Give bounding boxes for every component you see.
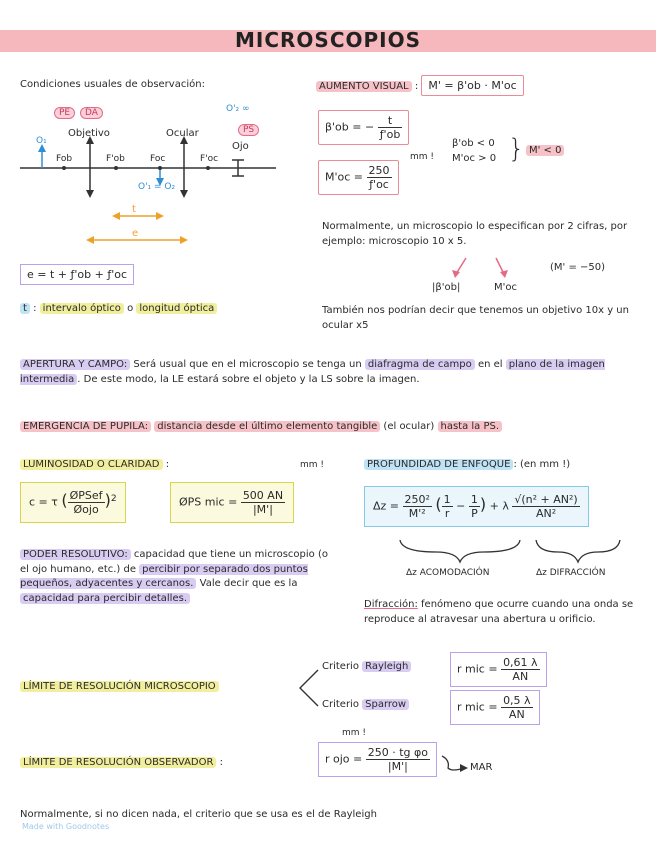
- c-num: ØPSef: [69, 489, 103, 502]
- luminosidad-row: [20, 458, 169, 473]
- dz-frac-4: [512, 493, 579, 520]
- ps-formula-box: [170, 482, 294, 523]
- apertura-text-3: . De este modo, la LE estará sobre el objeto y la LS sobre la imagen.: [77, 373, 420, 385]
- tambien-text: También nos podrían decir que tenemos un objetivo 10x y un ocular x5: [322, 305, 629, 331]
- foc-label: Foc: [150, 154, 166, 164]
- sparrow-label: Sparrow: [362, 699, 409, 710]
- luminosidad-colon: :: [165, 459, 170, 470]
- t-label: t: [132, 204, 136, 215]
- limite-obs-mm-note: mm !: [342, 728, 367, 738]
- aumento-row: [316, 78, 524, 95]
- o1-label: O₁: [36, 136, 47, 146]
- dz-frac-2: [442, 493, 453, 520]
- r1-frac: [501, 656, 540, 683]
- footer-note: Normalmente, si no dicen nada, el criterio que se usa es el de Rayleigh: [20, 809, 377, 820]
- brace-right: }: [508, 134, 525, 164]
- cond-result: M' < 0: [526, 145, 564, 156]
- moc-short-label: M'oc: [494, 282, 517, 293]
- beta-den: ƒ'ob: [379, 128, 401, 141]
- page-title: MICROSCOPIOS: [234, 28, 421, 52]
- aumento-label: AUMENTO VISUAL: [316, 81, 412, 92]
- limite-mic-bracket: [296, 666, 322, 710]
- difraccion-section: [364, 598, 644, 627]
- poder-h1: percibir por separado dos puntos pequeños, adyacentes y cercanos.: [20, 563, 308, 589]
- aumento-formula: M' = β'ob · M'oc: [421, 75, 523, 96]
- o1-eq-o2-label: O'₁ = O₂: [138, 182, 176, 192]
- r2-num: 0,5 λ: [503, 694, 531, 707]
- dz-lhs: Δz =: [373, 499, 400, 513]
- profundidad-label: PROFUNDIDAD DE ENFOQUE: [364, 459, 513, 470]
- dz-formula-box: Δz = $\frac{\text{250²}}{\text{M'²}}$ ( $\frac{1}{r}$ − $\frac{1}{P}$ ) + λ $\frac{\text{√(n² + AN²)}}{\text{AN²}}$: [364, 486, 589, 527]
- limite-obs-row: [20, 756, 223, 771]
- poder-section: [20, 548, 340, 606]
- ocular-label: Ocular: [166, 128, 199, 139]
- goodnotes-watermark: Made with Goodnotes: [22, 822, 110, 831]
- pe-badge: PE: [54, 107, 75, 119]
- dz-minus: −: [456, 499, 466, 513]
- emergencia-h2: hasta la PS.: [438, 421, 503, 432]
- t-definition: [20, 302, 217, 317]
- sparrow-formula-box: [450, 690, 540, 725]
- poder-label: PODER RESOLUTIVO:: [20, 549, 131, 560]
- c-frac: [68, 489, 105, 516]
- diafragma-campo: diafragma de campo: [365, 359, 475, 370]
- c-exp: 2: [110, 492, 117, 504]
- apertura-section: [20, 358, 636, 387]
- fob-label: Fob: [56, 154, 73, 164]
- rayleigh-label: Rayleigh: [362, 661, 411, 672]
- mar-label: MAR: [470, 762, 493, 773]
- criterio-2: Criterio: [322, 699, 359, 710]
- beta-lhs: β'ob = −: [325, 120, 375, 134]
- conditions-text: Condiciones usuales de observación:: [20, 79, 205, 90]
- example-arrows: [446, 256, 526, 280]
- ps-frac: [241, 489, 285, 516]
- moc-formula-box: [318, 160, 399, 195]
- beta-formula-box: [318, 110, 409, 145]
- cond-moc: M'oc > 0: [452, 153, 497, 164]
- cond-beta: β'ob < 0: [452, 138, 495, 149]
- rojo-den: |M'|: [387, 760, 408, 773]
- c-den: Øojo: [73, 503, 99, 516]
- moc-lhs: M'oc =: [325, 170, 364, 184]
- luminosidad-mm-note: mm !: [300, 460, 325, 470]
- c-formula-box: c = τ ( $\frac{\text{ØPSef}}{\text{Øojo}}$ )$^2$: [20, 482, 126, 523]
- e-formula-box: e = t + ƒ'ob + ƒ'oc: [20, 264, 134, 285]
- apertura-text-1: Será usual que en el microscopio se tenga un: [130, 359, 365, 370]
- r2-lhs: r mic =: [457, 700, 498, 714]
- conditions-list: [452, 136, 496, 166]
- t-o: o: [127, 303, 134, 314]
- ps-lhs: ØPS mic =: [179, 495, 238, 509]
- criterio-sparrow-row: [322, 698, 409, 713]
- objetivo-label: Objetivo: [68, 128, 110, 139]
- dz-frac-3: [469, 493, 480, 520]
- dz-f4-den: AN²: [535, 507, 557, 520]
- apertura-text-2: en el: [474, 359, 506, 370]
- poder-text-2: Vale decir que es la: [196, 578, 298, 589]
- limite-mic-label: LÍMITE DE RESOLUCIÓN MICROSCOPIO: [20, 681, 219, 692]
- beta-num: t: [378, 114, 403, 128]
- longitud-optica: longitud óptica: [136, 303, 217, 314]
- rojo-lhs: r ojo =: [325, 752, 363, 766]
- moc-mm-note: mm !: [410, 152, 435, 162]
- limite-obs-colon: :: [219, 757, 223, 768]
- dz-plus-lambda: + λ: [489, 499, 509, 513]
- emergencia-section: [20, 420, 636, 435]
- poder-h2: capacidad para percibir detalles.: [20, 593, 190, 604]
- ps-den: |M'|: [252, 503, 273, 516]
- dz-f3-num: 1: [470, 493, 478, 506]
- emergencia-h1: distancia desde el último elemento tangible: [154, 421, 380, 432]
- moc-den: ƒ'oc: [369, 178, 389, 191]
- plano-imagen: plano de la imagen intermedia: [20, 359, 605, 385]
- o2-infinity-label: O'₂ ∞: [226, 104, 250, 114]
- t-colon: :: [33, 303, 37, 314]
- dz-f1-den: M'²: [408, 507, 426, 520]
- dz-f2-den: r: [444, 507, 450, 520]
- t-symbol: t: [20, 303, 30, 314]
- aumento-colon: :: [414, 81, 419, 92]
- luminosidad-label: LUMINOSIDAD O CLARIDAD: [20, 459, 163, 470]
- r1-den: AN: [512, 670, 529, 683]
- rojo-num: 250 · tg φo: [367, 746, 429, 759]
- rojo-frac: [366, 746, 430, 773]
- limite-obs-label: LÍMITE DE RESOLUCIÓN OBSERVADOR: [20, 757, 216, 768]
- rojo-formula-box: [318, 742, 437, 777]
- apertura-label: APERTURA Y CAMPO:: [20, 359, 130, 370]
- c-lhs: c = τ: [29, 495, 58, 509]
- dz-frac-1: [403, 493, 432, 520]
- dz-f1-num: 250²: [404, 493, 430, 506]
- profundidad-row: [364, 458, 570, 473]
- normal-text: Normalmente, un microscopio lo especifican por 2 cifras, por ejemplo: microscopio 10 x 5.: [322, 221, 628, 247]
- beta-abs-label: |β'ob|: [432, 282, 461, 293]
- rayleigh-formula-box: [450, 652, 547, 687]
- dz-braces: [396, 536, 626, 566]
- dz-f3-den: P: [471, 507, 478, 520]
- moc-num: 250: [368, 164, 390, 177]
- poder-text-1: capacidad que tiene un microscopio (o el ojo humano, etc.) de: [20, 549, 328, 575]
- r2-frac: [501, 694, 533, 721]
- criterio-rayleigh-row: [322, 660, 411, 675]
- da-badge: DA: [80, 107, 103, 119]
- limite-mic-row: [20, 680, 219, 695]
- dz-f4-num: √(n² + AN²): [514, 493, 578, 506]
- profundidad-unit: : (en mm !): [513, 459, 571, 470]
- dz-f2-num: 1: [443, 493, 451, 506]
- acomodacion-label: Δz ACOMODACIÓN: [406, 568, 490, 578]
- emergencia-label: EMERGENCIA DE PUPILA:: [20, 421, 151, 432]
- moc-frac: [367, 164, 392, 191]
- ojo-label: Ojo: [232, 141, 249, 152]
- f1oc-label: F'oc: [200, 154, 219, 164]
- ps-num: 500 AN: [242, 489, 284, 502]
- difraccion-def-text: fenómeno que ocurre cuando una onda se reproduce al atravesar una abertura u orificio.: [364, 599, 634, 625]
- mar-arrow: [440, 752, 470, 776]
- m-example: (M' = −50): [550, 262, 606, 273]
- r1-num: 0,61 λ: [503, 656, 538, 669]
- difraccion-def-label: Difracción:: [364, 599, 418, 610]
- e-label: e: [132, 228, 139, 239]
- difraccion-label: Δz DIFRACCIÓN: [536, 568, 606, 578]
- f1ob-label: F'ob: [106, 154, 125, 164]
- emergencia-text: (el ocular): [380, 421, 438, 432]
- beta-frac: [378, 114, 403, 141]
- r1-lhs: r mic =: [457, 662, 498, 676]
- ps-badge: PS: [238, 124, 259, 136]
- r2-den: AN: [508, 708, 525, 721]
- intervalo-optico: intervalo óptico: [40, 303, 124, 314]
- optical-diagram: [14, 100, 294, 250]
- criterio-1: Criterio: [322, 661, 359, 672]
